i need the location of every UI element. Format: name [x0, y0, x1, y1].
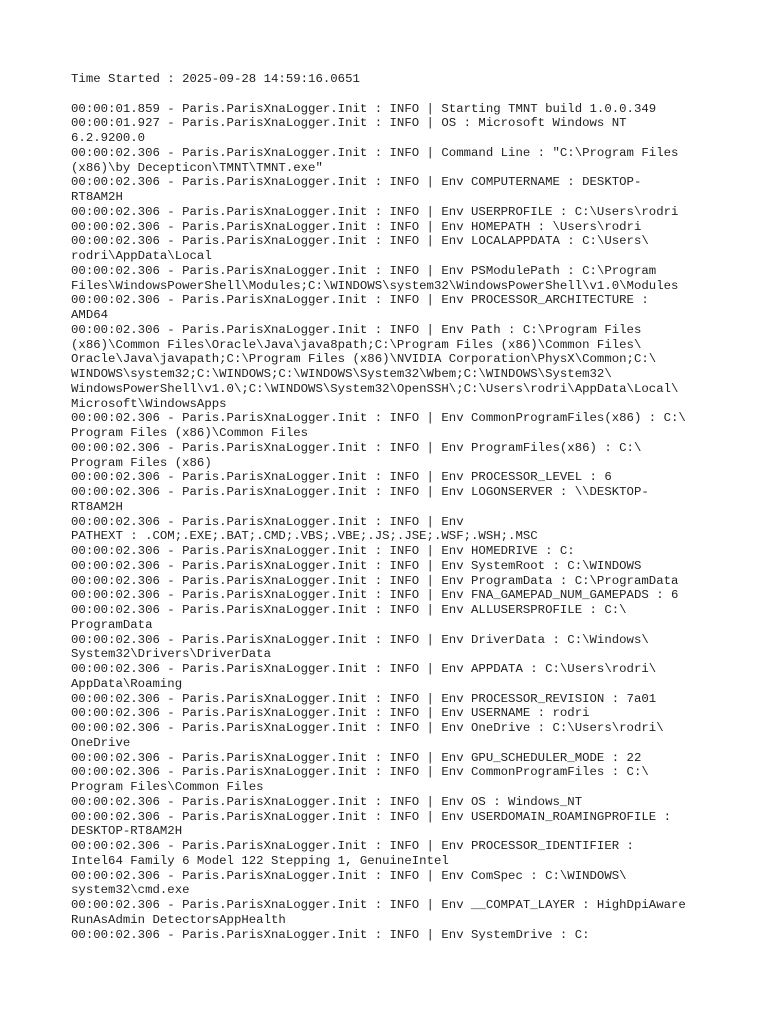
log-line: Program Files\Common Files — [71, 780, 264, 794]
log-line: Program Files (x86)\Common Files — [71, 426, 309, 440]
log-line: 00:00:02.306 - Paris.ParisXnaLogger.Init : INFO | Command Line : "C:\Program Files — [71, 145, 679, 160]
log-line: 00:00:01.927 - Paris.ParisXnaLogger.Init : INFO | OS : Microsoft Windows NT — [71, 116, 627, 131]
log-line: 00:00:01.859 - Paris.ParisXnaLogger.Init : INFO | Starting TMNT build 1.0.0.349 — [71, 101, 657, 116]
log-line: AppData\Roaming — [71, 676, 183, 691]
log-body — [71, 102, 711, 943]
log-line: 00:00:02.306 - Paris.ParisXnaLogger.Init : INFO | Env USERDOMAIN_ROAMINGPROFILE : — [71, 809, 672, 824]
log-line: System32\Drivers\DriverData — [71, 647, 272, 662]
log-line: (x86)\Common Files\Oracle\Java\java8path;C:\Program Files (x86)\Common Files\ — [71, 337, 642, 352]
log-line: 00:00:02.306 - Paris.ParisXnaLogger.Init : INFO | Env DriverData : C:\Windows\ — [71, 632, 649, 647]
log-line: Intel64 Family 6 Model 122 Stepping 1, GenuineIntel — [71, 853, 449, 868]
log-line: RT8AM2H — [71, 499, 123, 514]
log-line: WINDOWS\system32;C:\WINDOWS;C:\WINDOWS\System32\Wbem;C:\WINDOWS\System32\ — [71, 367, 612, 381]
log-line: RunAsAdmin DetectorsAppHealth — [71, 912, 286, 927]
log-line: 00:00:02.306 - Paris.ParisXnaLogger.Init : INFO | Env OneDrive : C:\Users\rodri\ — [71, 721, 664, 735]
log-line: 00:00:02.306 - Paris.ParisXnaLogger.Init : INFO | Env CommonProgramFiles(x86) : C:\ — [71, 411, 686, 426]
log-line: RT8AM2H — [71, 190, 123, 204]
log-line: Files\WindowsPowerShell\Modules;C:\WINDOWS\system32\WindowsPowerShell\v1.0\Modules — [71, 278, 679, 293]
log-line: 6.2.9200.0 — [71, 131, 146, 145]
log-line: 00:00:02.306 - Paris.ParisXnaLogger.Init : INFO | Env USERNAME : rodri — [71, 706, 590, 721]
log-line: DESKTOP-RT8AM2H — [71, 824, 183, 839]
log-line: 00:00:02.306 - Paris.ParisXnaLogger.Init : INFO | Env __COMPAT_LAYER : HighDpiAware — [71, 898, 686, 912]
log-line: PATHEXT : .COM;.EXE;.BAT;.CMD;.VBS;.VBE;.JS;.JSE;.WSF;.WSH;.MSC — [71, 529, 538, 544]
log-line: 00:00:02.306 - Paris.ParisXnaLogger.Init : INFO | Env ALLUSERSPROFILE : C:\ — [71, 603, 627, 617]
log-line: 00:00:02.306 - Paris.ParisXnaLogger.Init : INFO | Env CommonProgramFiles : C:\ — [71, 765, 649, 780]
log-document — [71, 72, 711, 942]
log-line: 00:00:02.306 - Paris.ParisXnaLogger.Init : INFO | Env Path : C:\Program Files — [71, 322, 642, 337]
log-line: OneDrive — [71, 735, 131, 750]
log-line: 00:00:02.306 - Paris.ParisXnaLogger.Init : INFO | Env GPU_SCHEDULER_MODE : 22 — [71, 750, 642, 765]
log-line: 00:00:02.306 - Paris.ParisXnaLogger.Init : INFO | Env USERPROFILE : C:\Users\rodri — [71, 204, 679, 219]
log-line: system32\cmd.exe — [71, 883, 190, 898]
log-line: 00:00:02.306 - Paris.ParisXnaLogger.Init : INFO | Env SystemDrive : C: — [71, 927, 590, 942]
log-line: 00:00:02.306 - Paris.ParisXnaLogger.Init : INFO | Env ProgramData : C:\ProgramData — [71, 573, 679, 588]
log-line: Program Files (x86) — [71, 455, 212, 470]
log-line: 00:00:02.306 - Paris.ParisXnaLogger.Init : INFO | Env LOGONSERVER : \\DESKTOP- — [71, 485, 649, 499]
log-line: 00:00:02.306 - Paris.ParisXnaLogger.Init : INFO | Env HOMEPATH : \Users\rodri — [71, 219, 642, 234]
log-line: rodri\AppData\Local — [71, 249, 212, 263]
log-line: 00:00:02.306 - Paris.ParisXnaLogger.Init : INFO | Env ProgramFiles(x86) : C:\ — [71, 440, 642, 455]
log-line: 00:00:02.306 - Paris.ParisXnaLogger.Init : INFO | Env FNA_GAMEPAD_NUM_GAMEPADS : 6 — [71, 588, 679, 603]
log-line: AMD64 — [71, 308, 109, 322]
log-line: 00:00:02.306 - Paris.ParisXnaLogger.Init : INFO | Env PSModulePath : C:\Program — [71, 263, 657, 278]
log-line: 00:00:02.306 - Paris.ParisXnaLogger.Init : INFO | Env PROCESSOR_ARCHITECTURE : — [71, 293, 649, 308]
log-line: 00:00:02.306 - Paris.ParisXnaLogger.Init : INFO | Env LOCALAPPDATA : C:\Users\ — [71, 234, 649, 249]
log-line: 00:00:02.306 - Paris.ParisXnaLogger.Init : INFO | Env COMPUTERNAME : DESKTOP- — [71, 175, 642, 190]
log-line: 00:00:02.306 - Paris.ParisXnaLogger.Init : INFO | Env ComSpec : C:\WINDOWS\ — [71, 868, 627, 883]
log-line: 00:00:02.306 - Paris.ParisXnaLogger.Init : INFO | Env OS : Windows_NT — [71, 794, 583, 809]
time-started-line: Time Started : 2025-09-28 14:59:16.0651 — [71, 72, 360, 86]
log-line: 00:00:02.306 - Paris.ParisXnaLogger.Init : INFO | Env PROCESSOR_LEVEL : 6 — [71, 470, 612, 485]
log-line: ProgramData — [71, 617, 153, 632]
log-line: Oracle\Java\javapath;C:\Program Files (x86)\NVIDIA Corporation\PhysX\Common;C:\ — [71, 352, 657, 367]
log-line: WindowsPowerShell\v1.0\;C:\WINDOWS\System32\OpenSSH\;C:\Users\rodri\AppData\Local\ — [71, 381, 679, 396]
log-line: 00:00:02.306 - Paris.ParisXnaLogger.Init : INFO | Env APPDATA : C:\Users\rodri\ — [71, 662, 657, 676]
blank-line — [71, 87, 711, 102]
log-line: (x86)\by Decepticon\TMNT\TMNT.exe" — [71, 160, 323, 175]
log-line: 00:00:02.306 - Paris.ParisXnaLogger.Init : INFO | Env PROCESSOR_IDENTIFIER : — [71, 839, 634, 853]
log-line: 00:00:02.306 - Paris.ParisXnaLogger.Init : INFO | Env HOMEDRIVE : C: — [71, 544, 575, 558]
log-line: 00:00:02.306 - Paris.ParisXnaLogger.Init : INFO | Env — [71, 514, 464, 529]
log-line: Microsoft\WindowsApps — [71, 396, 227, 411]
log-line: 00:00:02.306 - Paris.ParisXnaLogger.Init : INFO | Env PROCESSOR_REVISION : 7a01 — [71, 691, 657, 706]
log-line: 00:00:02.306 - Paris.ParisXnaLogger.Init : INFO | Env SystemRoot : C:\WINDOWS — [71, 558, 642, 573]
